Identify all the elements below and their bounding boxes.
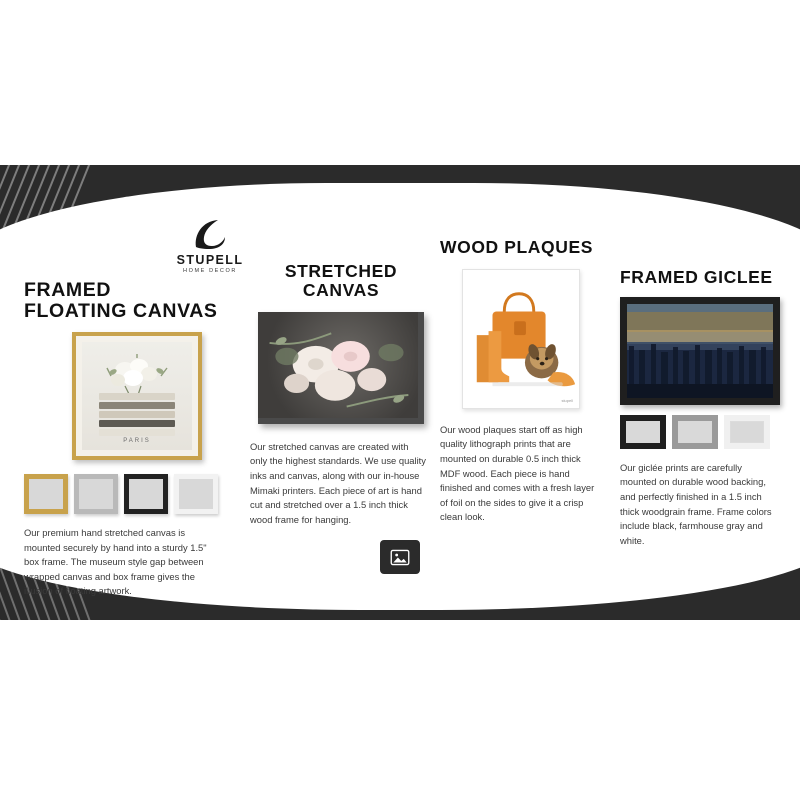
brand-logo-badge (160, 195, 260, 295)
column-title (440, 238, 604, 257)
footer-text: All art arrives ready to hang. (317, 582, 483, 596)
artwork-inner (258, 312, 418, 418)
framed-giclee-abstract-artwork (620, 297, 780, 405)
picture-frame-glyph (390, 549, 410, 566)
column-stretched-canvas (250, 262, 432, 527)
brand-subtitle: HOME DECOR (183, 267, 237, 274)
abstract-landscape-illustration (627, 304, 773, 398)
frame-color-swatches (24, 474, 220, 514)
top-dark-band (0, 165, 800, 235)
stacked-books-illustration (99, 391, 175, 436)
column-description: Our premium hand stretched canvas is mounted securely by hand into a sturdy 1.5ʺ box frame. The museum style gap between wrapped canvas and box frame gives the illusion of floating artwork. (24, 527, 207, 597)
column-title-line1: FRAMED GICLEE (620, 267, 773, 287)
column-description: Our giclée prints are carefully mounted on durable wood backing, and perfectly finished in a 1.5 inch thick woodgrain frame. Frame colors include black, farmhouse gray and white. (620, 461, 772, 546)
column-title (620, 268, 786, 287)
column-framed-floating-canvas (24, 280, 220, 599)
artwork-text-label: PARIS (123, 438, 151, 445)
column-framed-giclee (620, 268, 786, 548)
handbag-dog-illustration (463, 270, 579, 408)
artwork-inner (82, 342, 192, 450)
swatch-white (724, 415, 770, 449)
picture-frame-icon (380, 540, 420, 574)
swatch-black (124, 474, 168, 514)
column-description: Our wood plaques start off as high quality lithograph prints that are mounted on durable 0.5 inch thick MDF wood. Each piece is hand finished and comes with a fresh layer of foil on the sides to give it a crisp clean look. (440, 423, 595, 523)
brand-name: STUPELL (176, 252, 244, 267)
column-title-line2: FLOATING CANVAS (24, 300, 218, 323)
swatch-gray (672, 415, 718, 449)
column-title (250, 262, 432, 300)
swatch-black (620, 415, 666, 449)
frame-color-swatches (620, 415, 786, 449)
column-title-line2: CANVAS (302, 279, 380, 300)
swatch-white (174, 474, 218, 514)
column-title-line1: STRETCHED (284, 261, 398, 281)
column-title-line1: WOOD PLAQUES (440, 237, 594, 257)
floral-illustration (258, 312, 418, 418)
stretched-canvas-floral-artwork (258, 312, 424, 424)
footer-ready-to-hang (200, 564, 600, 614)
wood-plaque-handbag-dog-artwork (462, 269, 580, 409)
column-wood-plaques (440, 238, 604, 525)
column-title-line1: FRAMED (24, 279, 112, 301)
swatch-gold (24, 474, 68, 514)
column-description: Our stretched canvas are created with only the highest standards. We use quality inks and canvas, along with our in-house Mimaki printers. Each piece of art is hand cut and stretched over a 1.5 inch thick wood frame for hanging. (250, 440, 426, 525)
stupell-swan-icon (190, 217, 230, 251)
framed-floating-canvas-artwork (72, 332, 202, 460)
artwork-signature: stupell (561, 397, 573, 403)
swatch-silver (74, 474, 118, 514)
